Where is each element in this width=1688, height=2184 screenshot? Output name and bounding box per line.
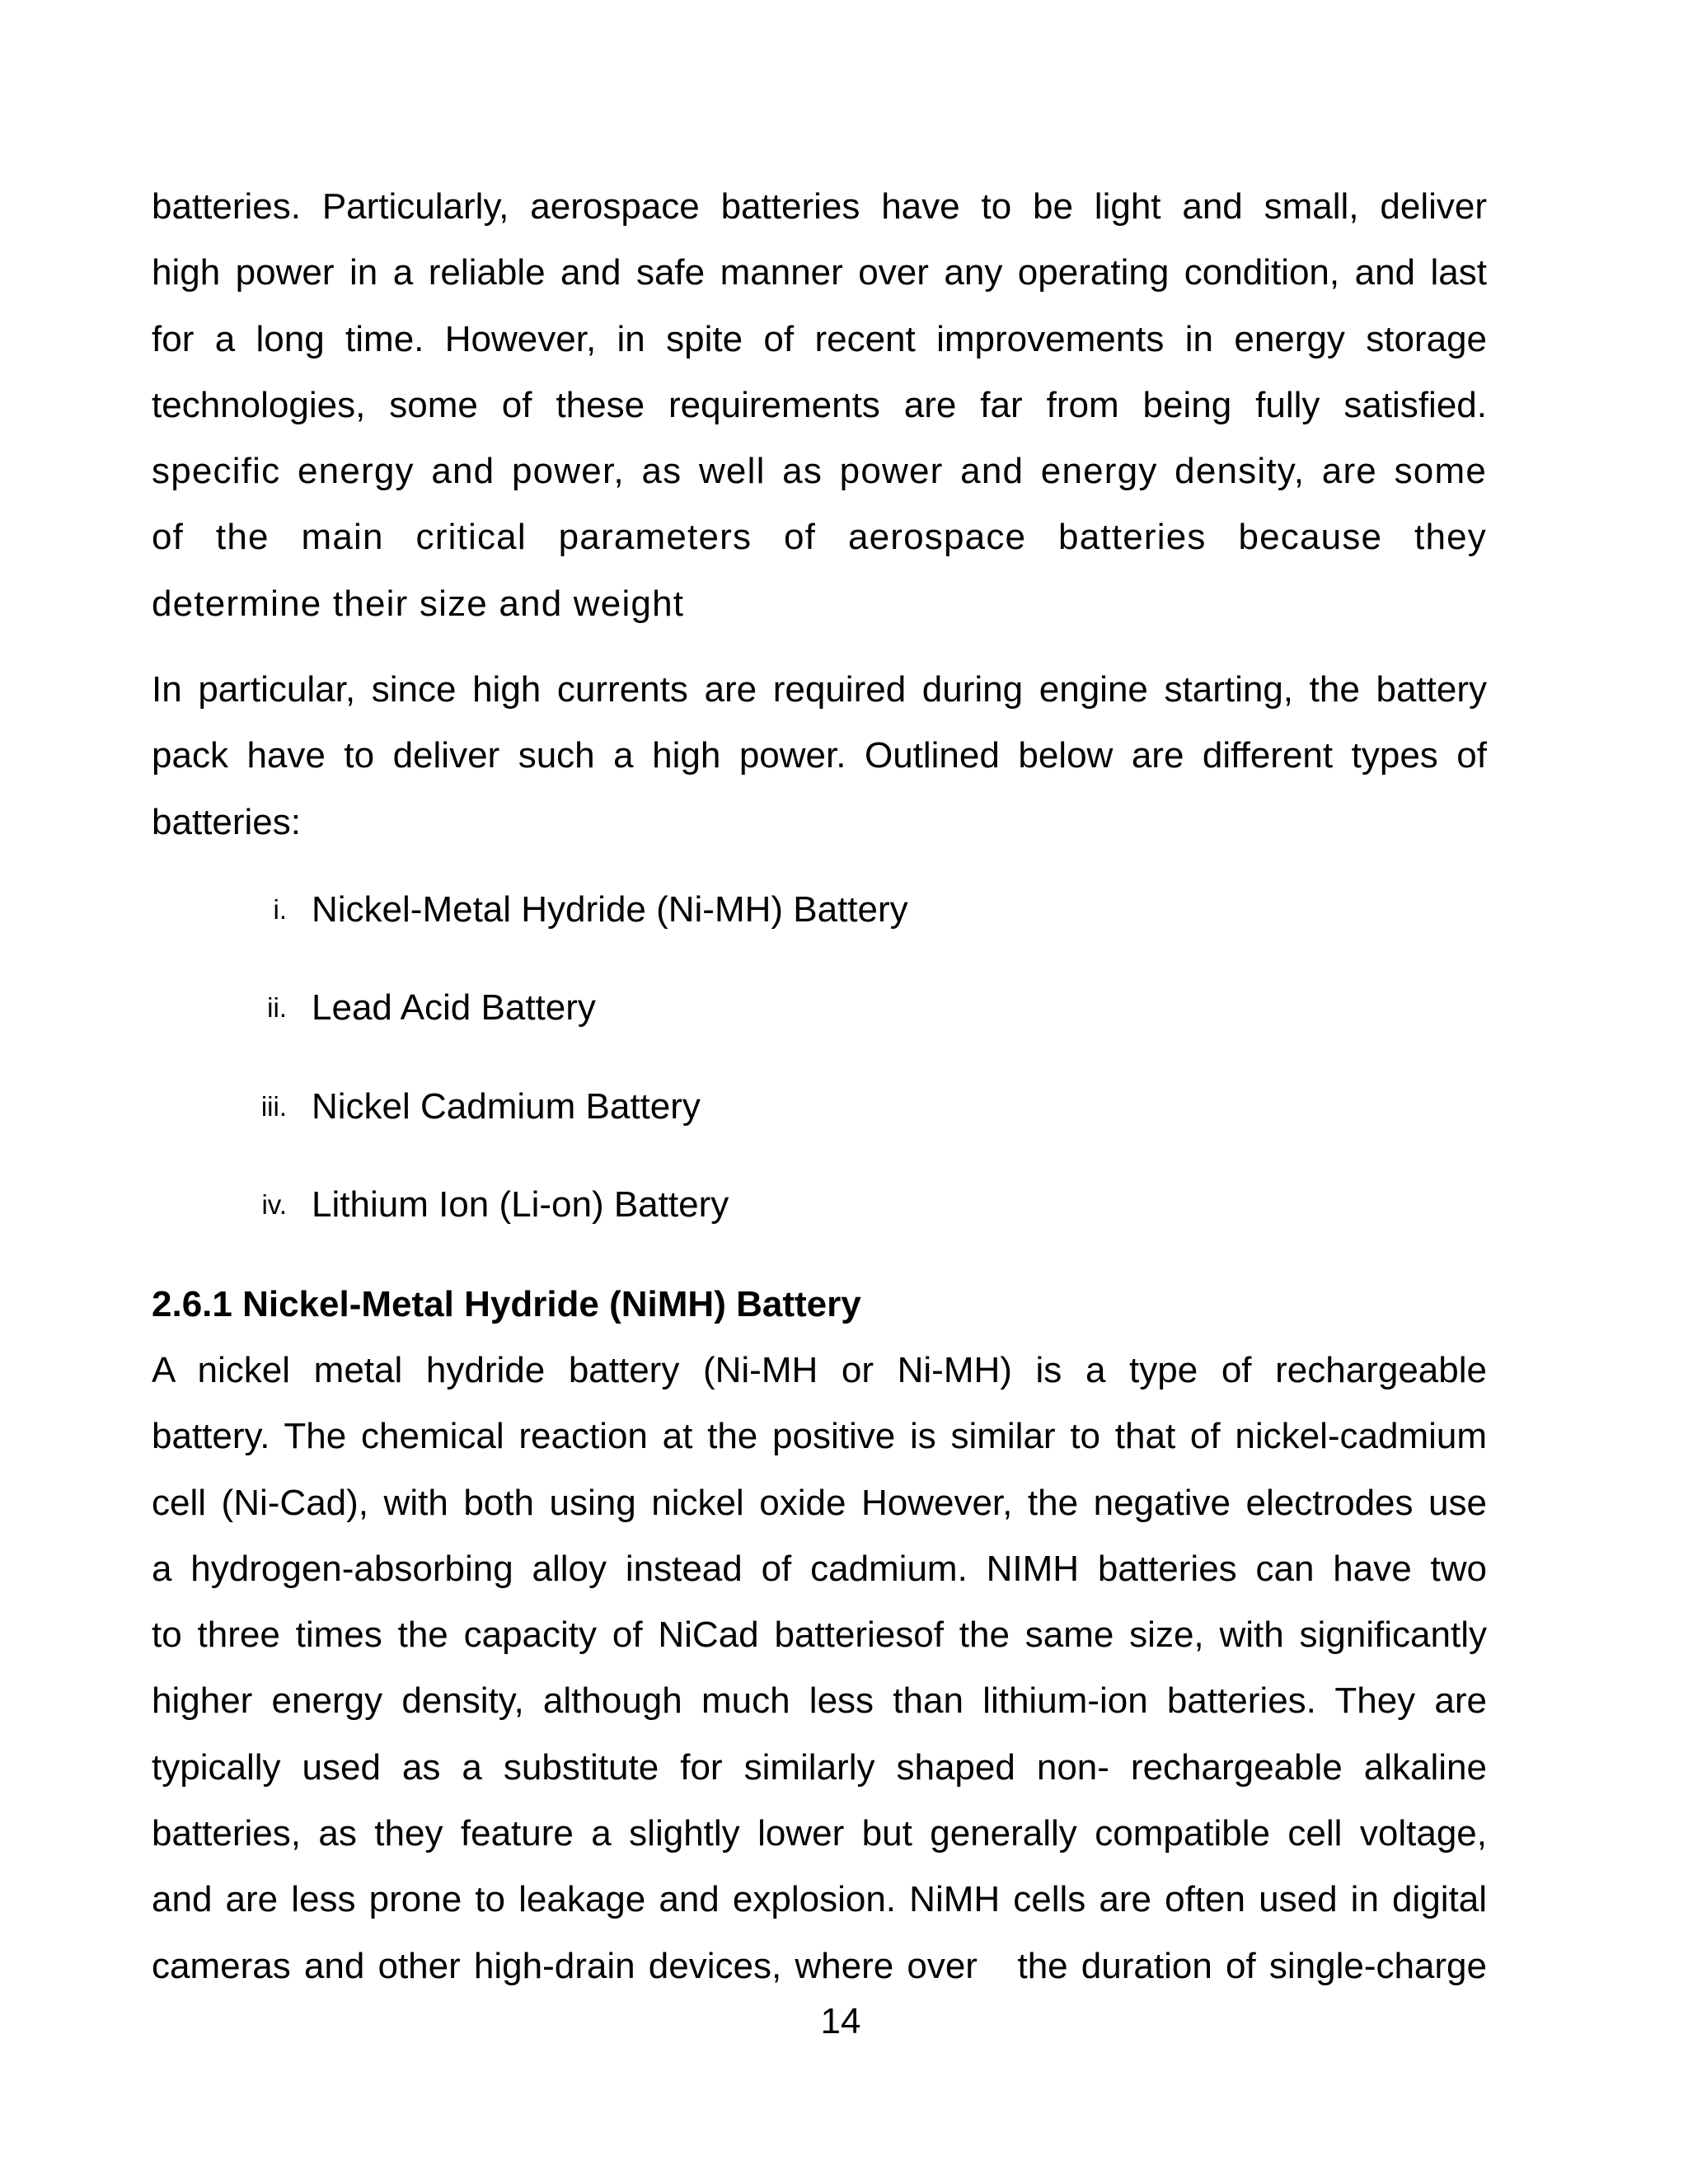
- text-line: cell (Ni-Cad), with both using nickel oxide However, the negative electrodes use: [152, 1482, 1487, 1523]
- text-line: cameras and other high-drain devices, where over the duration of single-charge: [152, 1945, 1487, 1986]
- text-line: batteries:: [152, 801, 301, 842]
- text-line: determine their size and weight: [152, 583, 685, 624]
- section-heading: 2.6.1 Nickel-Metal Hydride (NiMH) Battery: [152, 1284, 861, 1324]
- text-line: typically used as a substitute for similarly shaped non- rechargeable alkaline: [152, 1746, 1487, 1788]
- text-line: In particular, since high currents are required during engine starting, the battery: [152, 669, 1487, 710]
- text-line: for a long time. However, in spite of recent improvements in energy storage: [152, 318, 1487, 359]
- list-number: iii.: [260, 1091, 287, 1122]
- list-item: [152, 1074, 976, 1140]
- text-line: battery. The chemical reaction at the positive is similar to that of nickel-cadmium: [152, 1416, 1487, 1457]
- text-line: batteries, as they feature a slightly lower but generally compatible cell voltage,: [152, 1813, 1487, 1854]
- list-number: iv.: [261, 1189, 287, 1220]
- list-text: Nickel-Metal Hydride (Ni-MH) Battery: [312, 889, 908, 930]
- list-item: [152, 1172, 976, 1238]
- text-line: higher energy density, although much less than lithium-ion batteries. They are: [152, 1680, 1487, 1722]
- text-line: to three times the capacity of NiCad batteriesof the same size, with significantly: [152, 1615, 1487, 1656]
- list-number: i.: [273, 894, 287, 925]
- list-item: [152, 877, 976, 943]
- section-heading-block: [152, 1272, 1487, 1338]
- list-text: Nickel Cadmium Battery: [312, 1086, 701, 1127]
- text-line: high power in a reliable and safe manner over any operating condition, and last: [152, 252, 1487, 293]
- page-number: 14: [820, 2001, 861, 2041]
- battery-types-list: [152, 877, 1487, 1272]
- list-text: Lead Acid Battery: [312, 987, 596, 1028]
- paragraph-3: [152, 1338, 1487, 1999]
- text-line: batteries. Particularly, aerospace batteries have to be light and small, deliver: [152, 186, 1487, 227]
- list-number: ii.: [267, 992, 287, 1023]
- text-line: a hydrogen-absorbing alloy instead of cadmium. NIMH batteries can have two: [152, 1548, 1487, 1589]
- text-line: and are less prone to leakage and explosion. NiMH cells are often used in digital: [152, 1879, 1487, 1920]
- text-line: of the main critical parameters of aerospace batteries because they: [152, 517, 1487, 558]
- text-line: A nickel metal hydride battery (Ni-MH or Ni-MH) is a type of rechargeable: [152, 1350, 1487, 1390]
- text-line: technologies, some of these requirements are far from being fully satisfied.: [152, 384, 1487, 425]
- text-line: pack have to deliver such a high power. Outlined below are different types of: [152, 735, 1487, 776]
- paragraph-2: [152, 657, 1487, 855]
- list-text: Lithium Ion (Li-on) Battery: [312, 1184, 729, 1225]
- text-line: specific energy and power, as well as power and energy density, are some: [152, 451, 1487, 492]
- list-item: [152, 975, 976, 1041]
- paragraph-1: [152, 174, 1487, 637]
